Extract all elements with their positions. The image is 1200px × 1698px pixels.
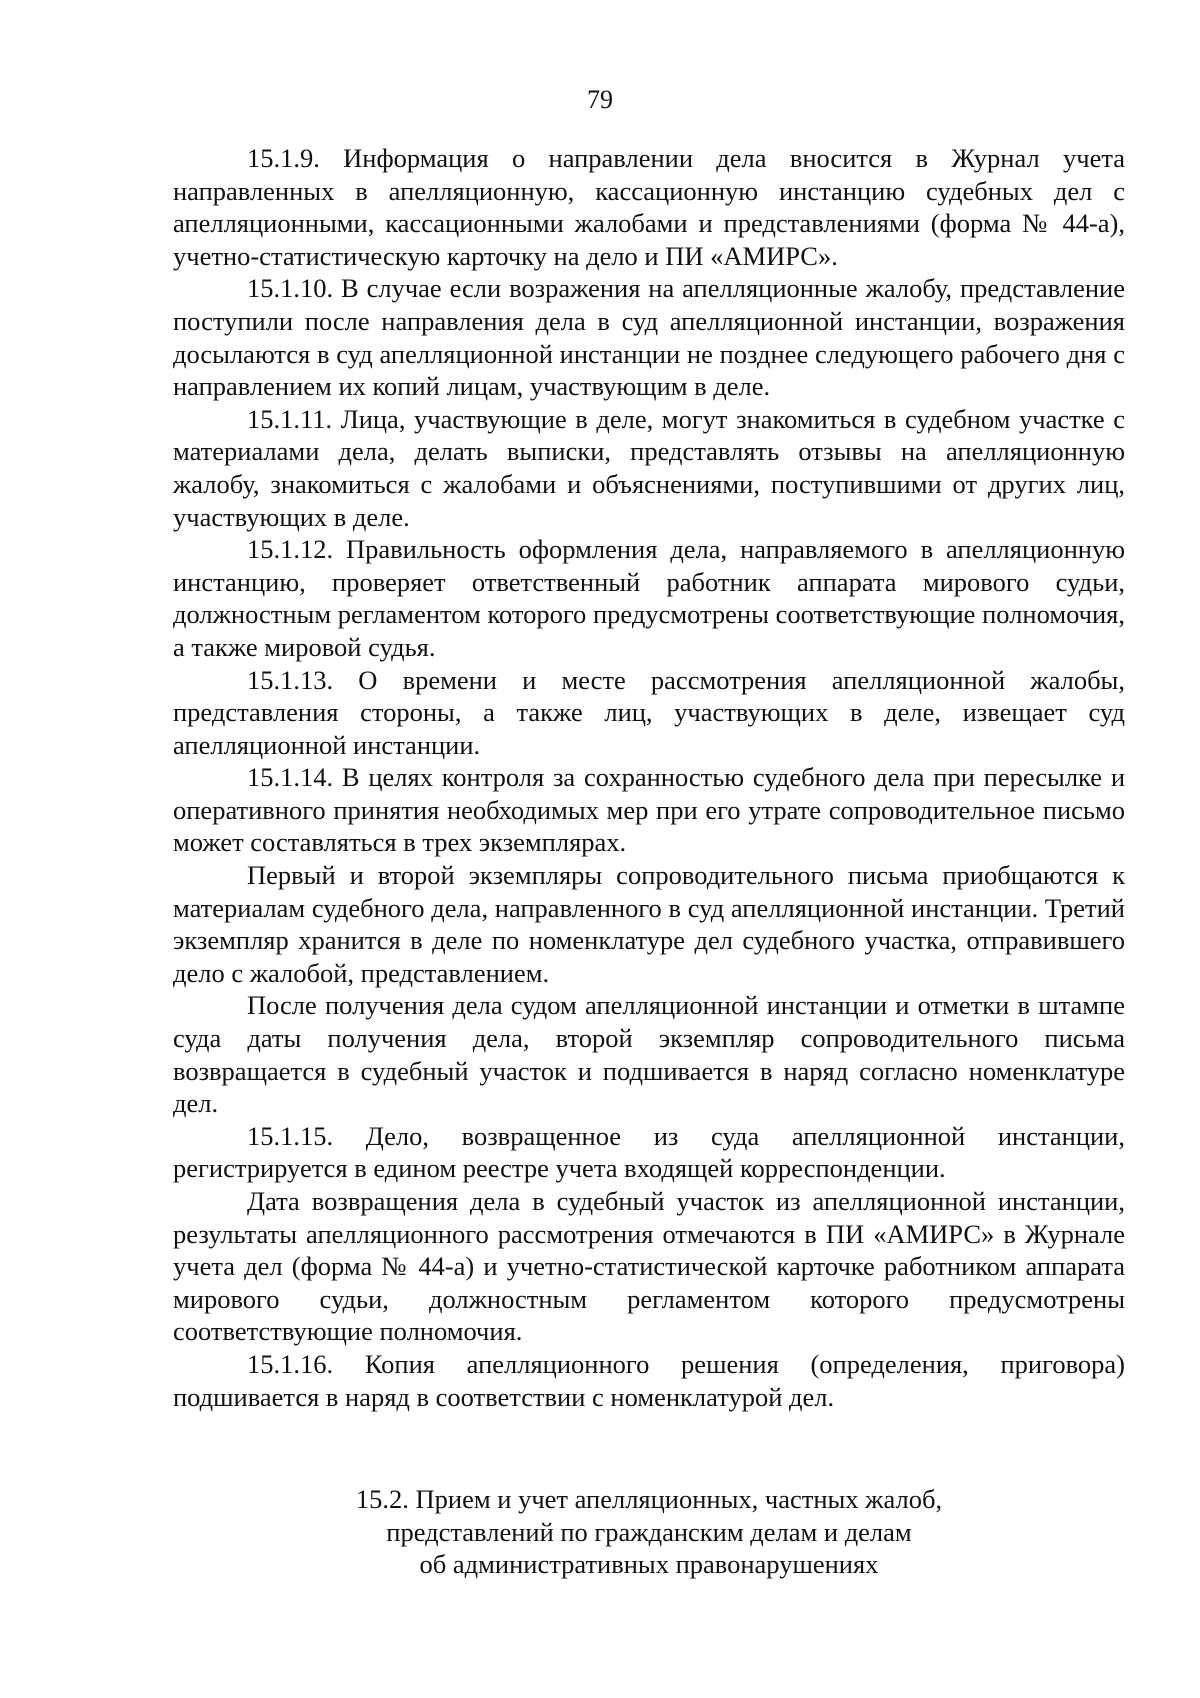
section-heading-line: представлений по гражданским делам и делам	[386, 1516, 912, 1547]
section-heading-15-2	[173, 1483, 1125, 1581]
paragraph-15-1-9: 15.1.9. Информация о направлении дела вносится в Журнал учета направленных в апелляционную, кассационную инстанцию судебных дел с апелляционными, кассационными жалобами и представлениями (форма № 44-а), учетно-статистическую карточку на дело и ПИ «АМИРС».	[173, 143, 1125, 271]
paragraph-15-1-12: 15.1.12. Правильность оформления дела, направляемого в апелляционную инстанцию, проверяет ответственный работник аппарата мирового судьи, должностным регламентом которого предусмотрены соответствующие полномочия, а также мировой судья.	[173, 534, 1125, 662]
paragraph-copy-returned: После получения дела судом апелляционной инстанции и отметки в штампе суда даты получения дела, второй экземпляр сопроводительного письма возвращается в судебный участок и подшивается в наряд согласно номенклатуре дел.	[173, 990, 1125, 1119]
paragraph-15-1-16: 15.1.16. Копия апелляционного решения (определения, приговора) подшивается в наряд в соответствии с номенклатурой дел.	[173, 1348, 1125, 1412]
paragraph-return-date: Дата возвращения дела в судебный участок из апелляционной инстанции, результаты апелляционного рассмотрения отмечаются в ПИ «АМИРС» в Журнале учета дел (форма № 44-а) и учетно-статистической карточке работником аппарата мирового судьи, должностным регламентом которого предусмотрены соответствующие полномочия.	[173, 1186, 1125, 1347]
document-body	[173, 142, 1125, 1413]
page-number: 79	[587, 85, 613, 114]
paragraph-15-1-14: 15.1.14. В целях контроля за сохранностью судебного дела при пересылке и оперативного принятия необходимых мер при его утрате сопроводительное письмо может составляться в трех экземплярах.	[173, 762, 1125, 858]
section-heading-line: 15.2. Прием и учет апелляционных, частных жалоб,	[355, 1484, 943, 1514]
paragraph-15-1-13: 15.1.13. О времени и месте рассмотрения апелляционной жалобы, представления стороны, а также лиц, участвующих в деле, извещает суд апелляционной инстанции.	[173, 664, 1125, 760]
paragraph-15-1-11: 15.1.11. Лица, участвующие в деле, могут знакомиться в судебном участке с материалами дела, делать выписки, представлять отзывы на апелляционную жалобу, знакомиться с жалобами и объяснениями, поступившими от других лиц, участвующих в деле.	[173, 403, 1125, 532]
paragraph-copies-attached: Первый и второй экземпляры сопроводительного письма приобщаются к материалам судебного дела, направленного в суд апелляционной инстанции. Третий экземпляр хранится в деле по номенклатуре дел судебного участка, отправившего дело с жалобой, представлением.	[173, 860, 1125, 988]
paragraph-15-1-15: 15.1.15. Дело, возвращенное из суда апелляционной инстанции, регистрируется в едином реестре учета входящей корреспонденции.	[173, 1120, 1125, 1184]
section-heading-line: об административных правонарушениях	[419, 1549, 879, 1580]
paragraph-15-1-10: 15.1.10. В случае если возражения на апелляционные жалобу, представление поступили после направления дела в суд апелляционной инстанции, возражения досылаются в суд апелляционной инстанции не позднее следующего рабочего дня с направлением их копий лицам, участвующим в деле.	[173, 273, 1125, 402]
